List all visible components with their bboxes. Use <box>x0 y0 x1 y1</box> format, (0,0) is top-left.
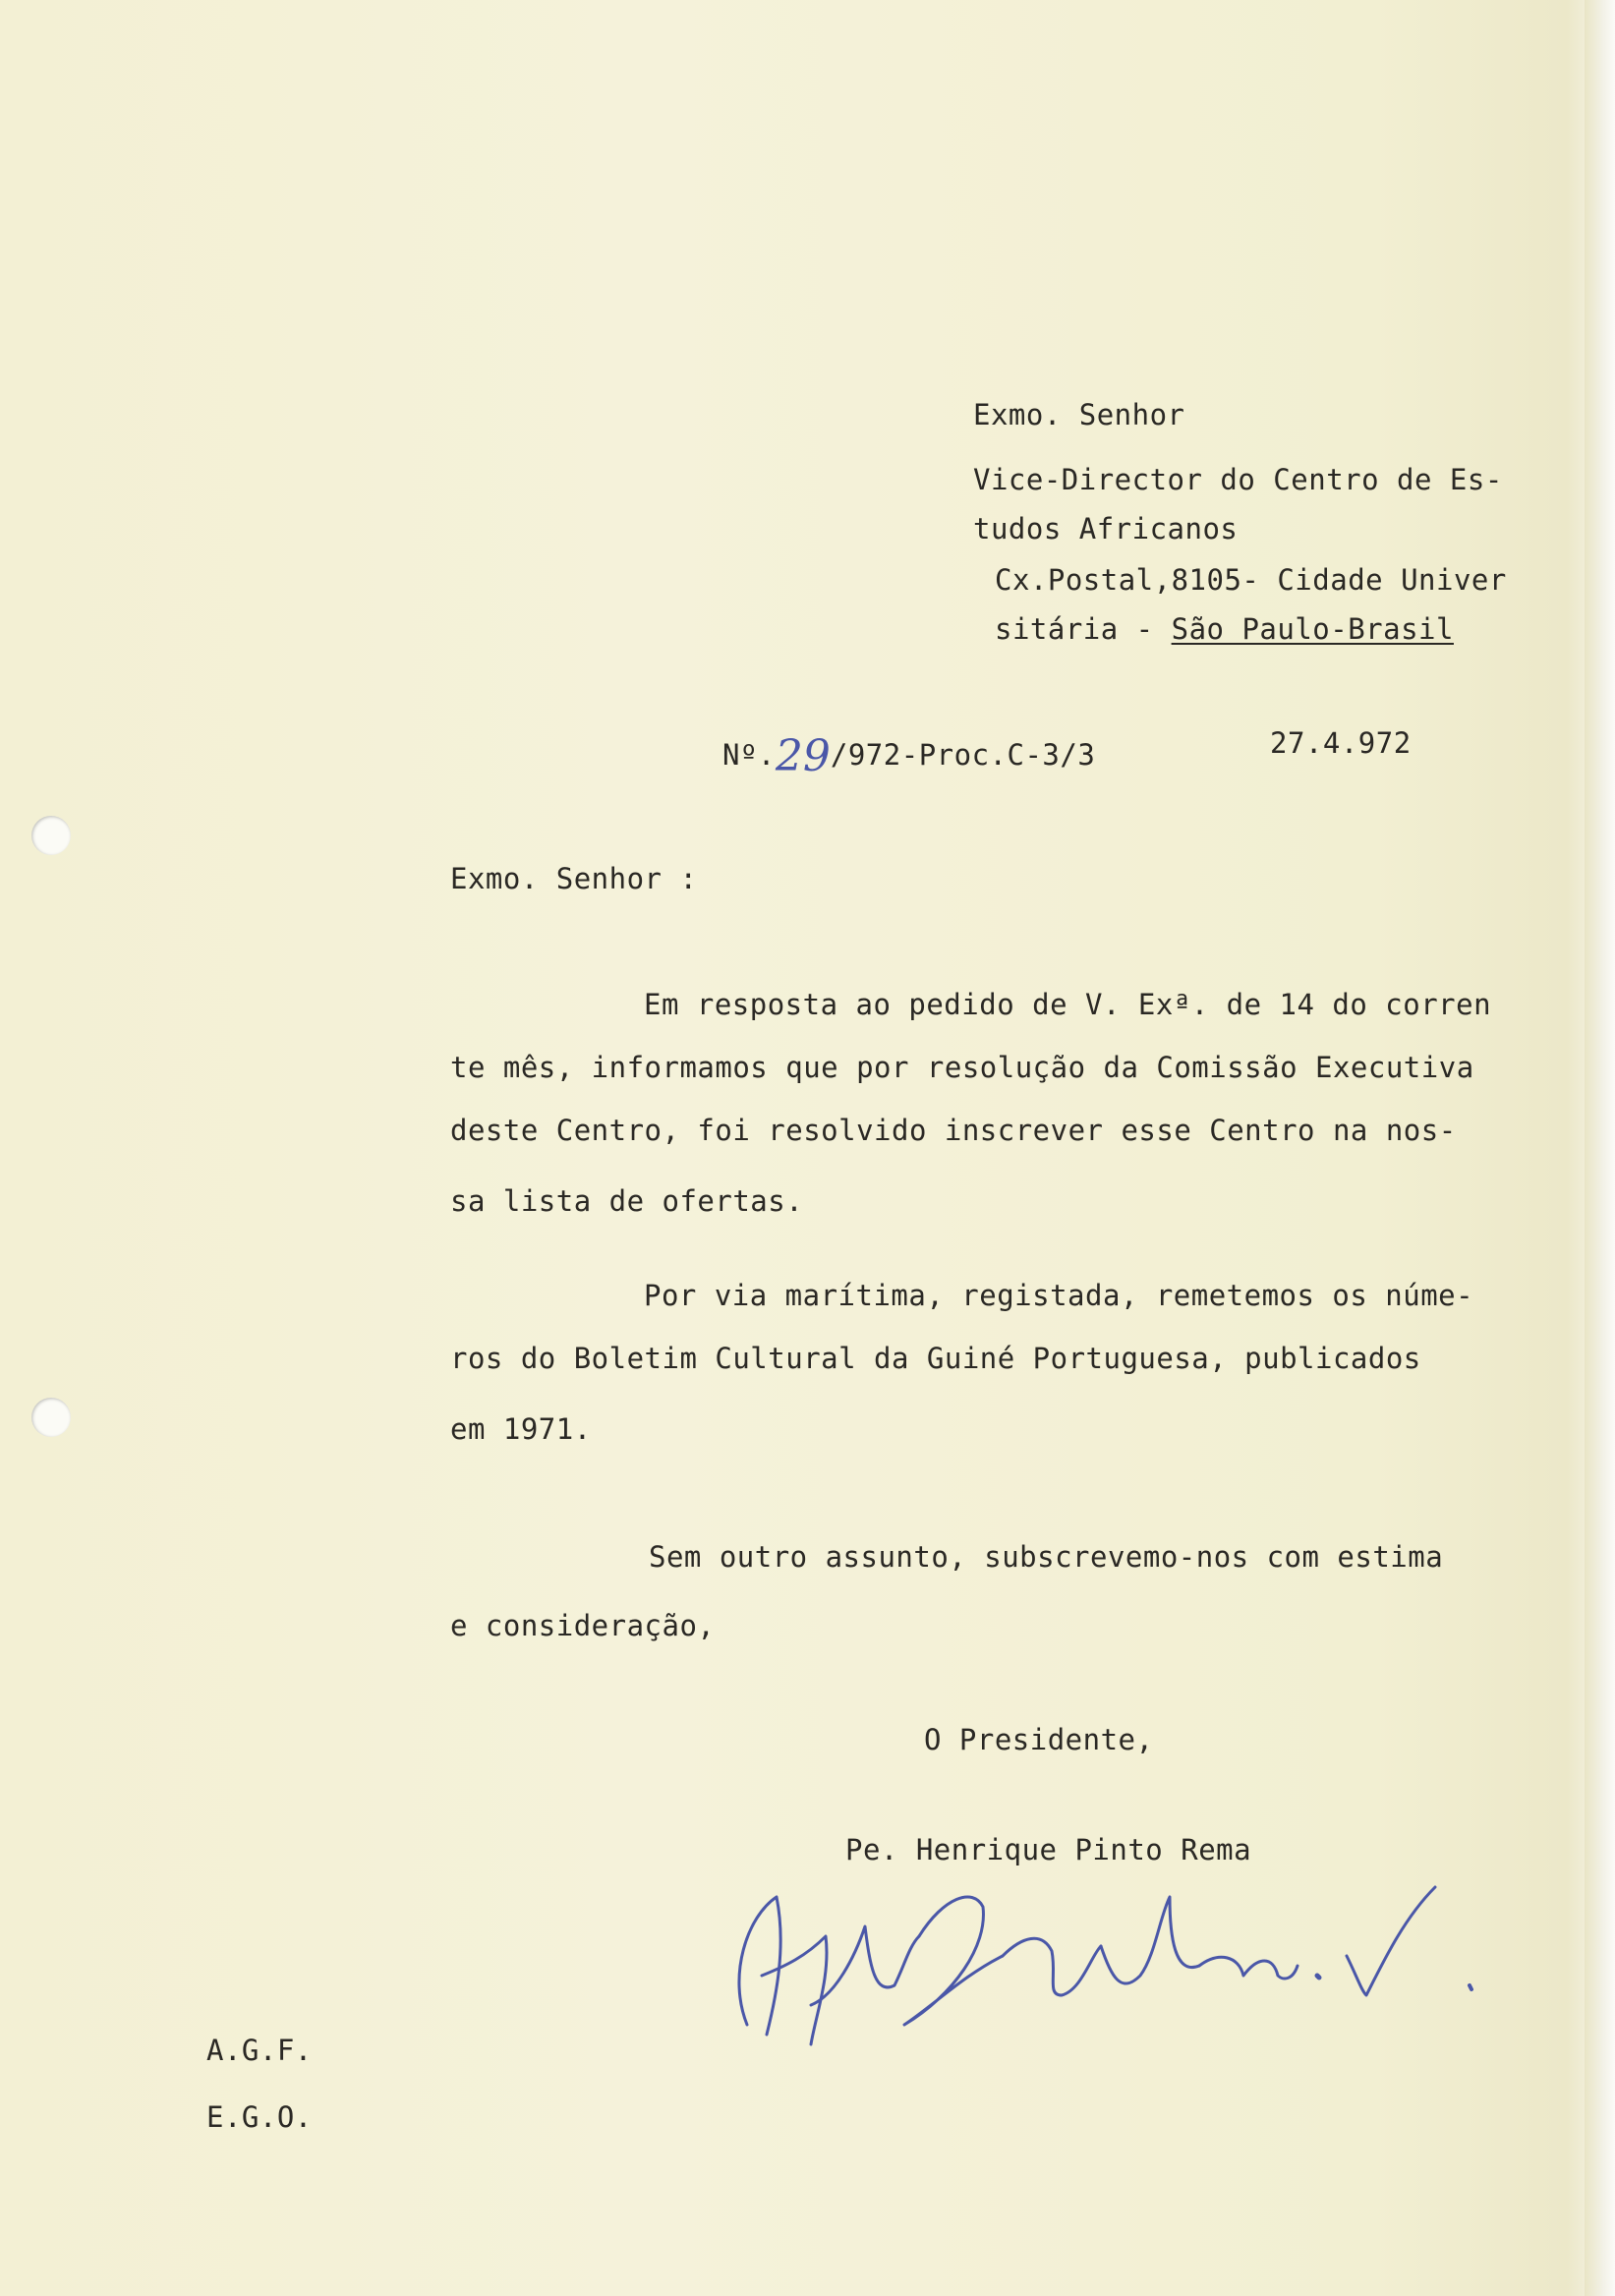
address-line-4-a: sitária - <box>995 612 1172 646</box>
signature-stroke <box>1470 1985 1471 1989</box>
address-city: São Paulo-Brasil <box>1171 612 1454 646</box>
address-line-1: Vice-Director do Centro de Es- <box>973 463 1503 496</box>
signature-stroke <box>739 1897 780 2035</box>
signature-stroke <box>904 1897 1003 2025</box>
signature-stroke <box>1101 1897 1199 1983</box>
signer-name: Pe. Henrique Pinto Rema <box>845 1833 1252 1866</box>
address-line-2: tudos Africanos <box>973 512 1239 545</box>
address-salutation: Exmo. Senhor <box>973 398 1185 431</box>
signature-stroke <box>1347 1887 1435 1995</box>
page-edge <box>1585 0 1615 2296</box>
greeting: Exmo. Senhor : <box>450 862 698 895</box>
initials-line-1: A.G.F. <box>206 2034 313 2067</box>
punch-hole-bottom <box>31 1398 71 1437</box>
handwritten-signature <box>708 1858 1474 2064</box>
signature-stroke <box>762 1936 827 2044</box>
paragraph-1-line-4: sa lista de ofertas. <box>450 1184 804 1218</box>
address-line-3: Cx.Postal,8105- Cidade Univer <box>995 563 1507 597</box>
reference-line <box>722 729 1096 781</box>
paragraph-3-line-1: Sem outro assunto, subscrevemo-nos com estima <box>649 1540 1444 1574</box>
reference-suffix: /972-Proc.C-3/3 <box>830 738 1096 772</box>
letter-date: 27.4.972 <box>1270 726 1412 760</box>
paragraph-2-line-2: ros do Boletim Cultural da Guiné Portuguesa, publicados <box>450 1342 1421 1375</box>
signature-stroke <box>1199 1957 1298 1979</box>
paragraph-2-line-3: em 1971. <box>450 1412 592 1446</box>
closing-title: O Presidente, <box>924 1723 1154 1756</box>
reference-prefix: Nº. <box>722 738 776 772</box>
paragraph-1-line-2: te mês, informamos que por resolução da Comissão Executiva <box>450 1051 1474 1084</box>
signature-stroke <box>1003 1938 1101 1995</box>
paragraph-1-line-1: Em resposta ao pedido de V. Exª. de 14 do corren <box>644 988 1492 1021</box>
paragraph-3-line-2: e consideração, <box>450 1609 716 1642</box>
paragraph-2-line-1: Por via marítima, registada, remetemos os núme- <box>644 1279 1474 1312</box>
signature-stroke <box>1317 1976 1319 1978</box>
reference-number-handwritten: 29 <box>775 731 831 781</box>
address-line-4 <box>995 612 1454 646</box>
punch-hole-top <box>31 816 71 855</box>
paragraph-1-line-3: deste Centro, foi resolvido inscrever esse Centro na nos- <box>450 1114 1457 1147</box>
initials-line-2: E.G.O. <box>206 2100 313 2134</box>
